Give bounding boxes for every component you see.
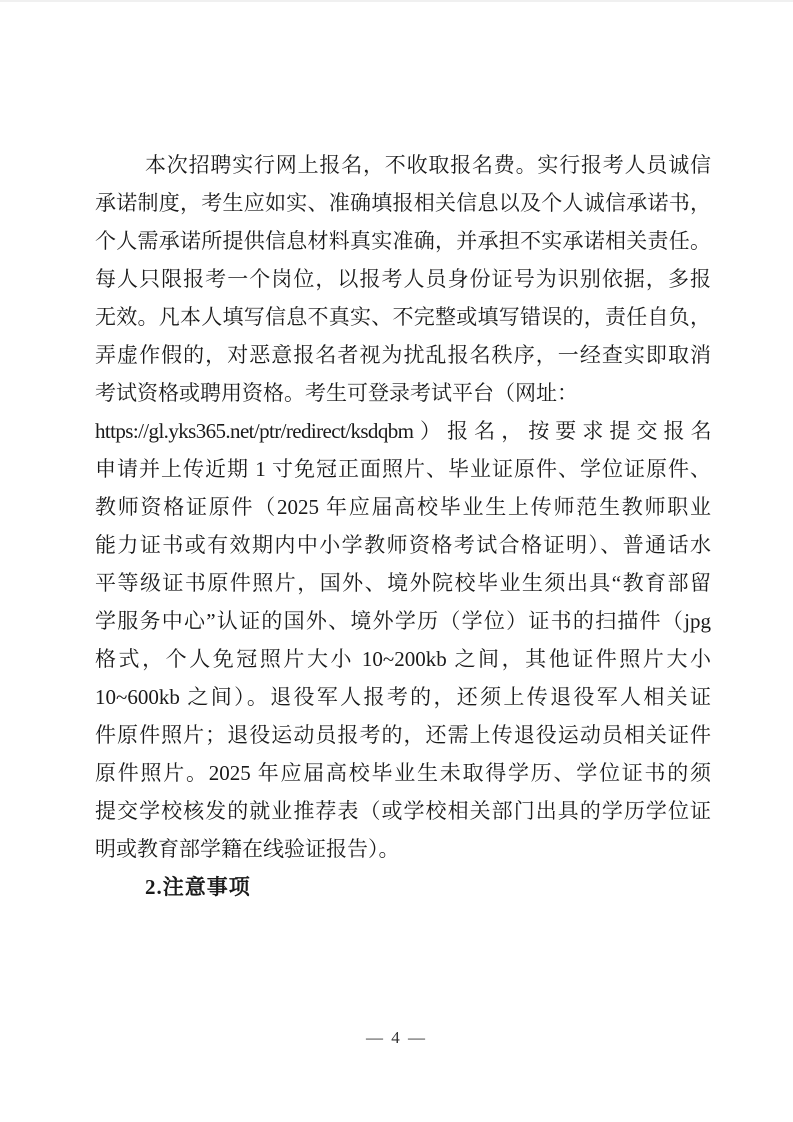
paragraph-line: 教师资格证原件（2025 年应届高校毕业生上传师范生教师职业	[95, 495, 711, 519]
paragraph-line: 明或教育部学籍在线验证报告）。	[95, 837, 400, 861]
section-heading: 2.注意事项	[145, 875, 251, 899]
document-body	[95, 146, 711, 906]
paragraph-line: 10~600kb 之间）。退役军人报考的，还须上传退役军人相关证	[95, 685, 711, 709]
paragraph-line: 原件照片。2025 年应届高校毕业生未取得学历、学位证书的须	[95, 761, 711, 785]
paragraph-line: 提交学校核发的就业推荐表（或学校相关部门出具的学历学位证	[95, 799, 711, 823]
paragraph-line: 每人只限报考一个岗位，以报考人员身份证号为识别依据，多报	[95, 267, 711, 291]
paragraph-line: 个人需承诺所提供信息材料真实准确，并承担不实承诺相关责任。	[95, 229, 711, 253]
paragraph-line: 无效。凡本人填写信息不真实、不完整或填写错误的，责任自负，	[95, 305, 711, 329]
application-paragraph	[95, 146, 711, 868]
page-footer	[0, 1028, 793, 1048]
paragraph-line: 格式，个人免冠照片大小 10~200kb 之间，其他证件照片大小	[95, 647, 711, 671]
paragraph-line: 承诺制度，考生应如实、准确填报相关信息以及个人诚信承诺书，	[95, 191, 711, 215]
paragraph-line: 考试资格或聘用资格。考生可登录考试平台（网址：	[95, 381, 578, 405]
paragraph-line: 能力证书或有效期内中小学教师资格考试合格证明）、普通话水	[95, 533, 711, 557]
paragraph-line: 件原件照片；退役运动员报考的，还需上传退役运动员相关证件	[95, 723, 711, 747]
paragraph-line: 本次招聘实行网上报名，不收取报名费。实行报考人员诚信	[145, 153, 711, 177]
paragraph-line: 弄虚作假的，对恶意报名者视为扰乱报名秩序，一经查实即取消	[95, 343, 711, 367]
page-number: — 4 —	[366, 1028, 427, 1047]
paragraph-line: https://gl.yks365.net/ptr/redirect/ksdqbm）报名，按要求提交报名	[95, 419, 711, 443]
paragraph-line: 申请并上传近期 1 寸免冠正面照片、毕业证原件、学位证原件、	[95, 457, 711, 481]
paragraph-line: 学服务中心”认证的国外、境外学历（学位）证书的扫描件（jpg	[95, 609, 711, 633]
paragraph-line: 平等级证书原件照片，国外、境外院校毕业生须出具“教育部留	[95, 571, 711, 595]
